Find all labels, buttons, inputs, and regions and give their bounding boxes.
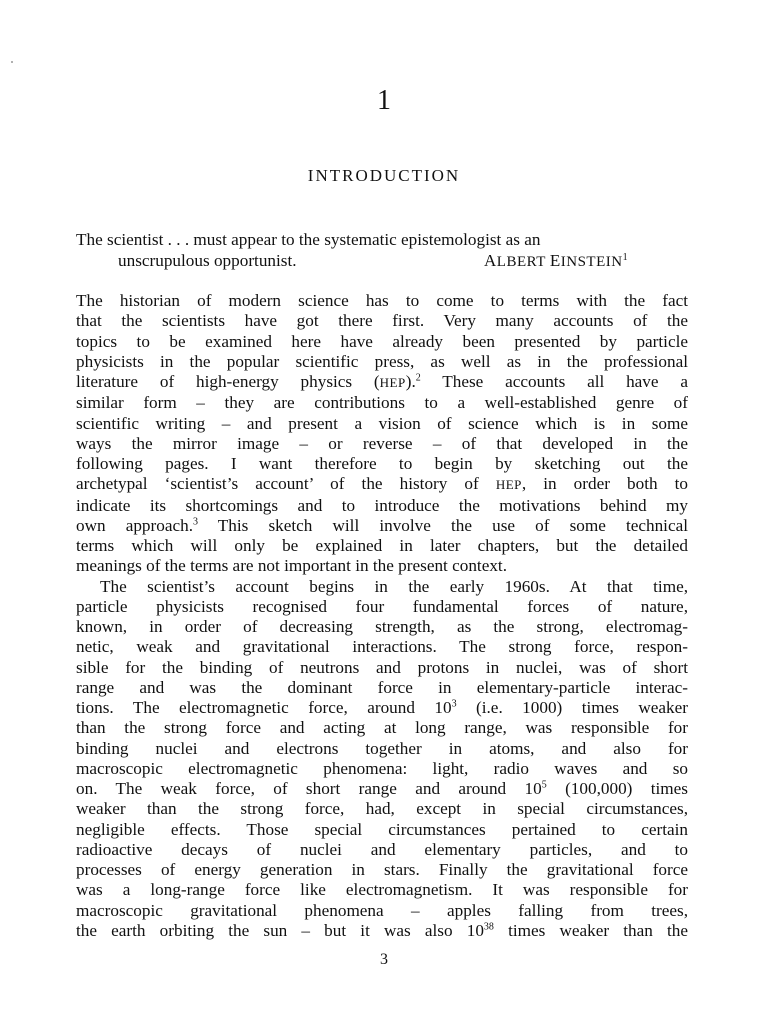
text-line: terms which will only be explained in later chapters, but the detailed bbox=[76, 536, 688, 555]
text-run: the earth orbiting the sun – but it was also 10 bbox=[76, 920, 484, 940]
text-line: macroscopic electromagnetic phenomena: light, radio waves and so bbox=[76, 758, 688, 778]
text-run: (i.e. 1000) times weaker bbox=[456, 698, 688, 717]
epigraph-author bbox=[484, 250, 628, 273]
text-line: processes of energy generation in stars. Finally the gravitational force bbox=[76, 860, 688, 879]
text-line bbox=[76, 698, 688, 718]
exponent: 5 bbox=[541, 779, 547, 791]
text-line bbox=[76, 372, 688, 393]
text-run: on. The weak force, of short range and around 10 bbox=[76, 779, 542, 798]
footnote-ref-1: 1 bbox=[622, 252, 629, 263]
text-run: literature of high-energy physics ( bbox=[76, 372, 380, 391]
abbr-hep: HEP bbox=[495, 477, 522, 493]
text-line: following pages. I want therefore to begin by sketching out the bbox=[76, 454, 688, 473]
text-line: ways the mirror image – or reverse – of that developed in the bbox=[76, 433, 688, 453]
text-run: ). bbox=[405, 372, 416, 391]
text-line: The scientist’s account begins in the early 1960s. At that time, bbox=[100, 576, 688, 596]
author-last-rest: INSTEIN bbox=[560, 254, 623, 270]
text-line: topics to be examined here have already been presented by particle bbox=[76, 331, 688, 351]
author-first-rest: LBERT bbox=[496, 254, 546, 270]
text-line bbox=[76, 921, 688, 941]
footnote-ref-2: 2 bbox=[415, 372, 421, 384]
text-line: sible for the binding of neutrons and protons in nuclei, was of short bbox=[76, 657, 688, 677]
text-line: weaker than the strong force, had, except in special circumstances, bbox=[76, 799, 688, 819]
text-line: The historian of modern science has to come to terms with the fact bbox=[76, 291, 688, 310]
text-run: own approach. bbox=[76, 515, 193, 535]
text-line: was a long-range force like electromagnetism. It was responsible for bbox=[76, 880, 688, 900]
page-number: 3 bbox=[380, 951, 388, 968]
text-line: meanings of the terms are not important in the present context. bbox=[76, 556, 507, 576]
text-line: negligible effects. Those special circumstances pertained to certain bbox=[76, 819, 688, 839]
text-line: physicists in the popular scientific press, as well as in the professional bbox=[76, 351, 688, 371]
text-line: binding nuclei and electrons together in atoms, and also for bbox=[76, 738, 688, 758]
scan-speck bbox=[11, 61, 13, 63]
text-run: times weaker than the bbox=[493, 920, 688, 940]
paragraph-2 bbox=[76, 577, 688, 942]
chapter-number: 1 bbox=[377, 85, 391, 116]
text-line: scientific writing – and present a vision of science which is in some bbox=[76, 413, 688, 433]
text-line: netic, weak and gravitational interactions. The strong force, respon- bbox=[76, 637, 688, 657]
epigraph-line-2 bbox=[76, 250, 688, 271]
exponent: 3 bbox=[451, 698, 457, 710]
text-line: known, in order of decreasing strength, as the strong, electromag- bbox=[76, 617, 688, 636]
text-line: than the strong force and acting at long range, was responsible for bbox=[76, 718, 688, 738]
text-line: indicate its shortcomings and to introduce the motivations behind my bbox=[76, 495, 688, 515]
text-run: This sketch will involve the use of some technical bbox=[198, 515, 688, 535]
paragraph-1 bbox=[76, 291, 688, 577]
text-line: particle physicists recognised four fundamental forces of nature, bbox=[76, 596, 688, 616]
footnote-ref-3: 3 bbox=[193, 516, 198, 528]
text-line bbox=[76, 474, 688, 495]
abbr-hep: HEP bbox=[379, 375, 406, 390]
epigraph-line-1: The scientist . . . must appear to the systematic epistemologist as an bbox=[76, 230, 541, 249]
text-run: These accounts all have a bbox=[420, 372, 688, 391]
text-run: tions. The electromagnetic force, around 10 bbox=[76, 698, 452, 717]
text-line: that the scientists have got there first. Very many accounts of the bbox=[76, 311, 688, 331]
epigraph bbox=[76, 229, 688, 271]
text-line: similar form – they are contributions to a well-established genre of bbox=[76, 393, 688, 413]
text-run: , in order both to bbox=[521, 474, 688, 494]
chapter-title: INTRODUCTION bbox=[307, 166, 461, 185]
epigraph-quote-end: unscrupulous opportunist. bbox=[118, 251, 297, 270]
text-run: (100,000) times bbox=[546, 779, 688, 798]
text-line: range and was the dominant force in elementary-particle interac- bbox=[76, 677, 688, 697]
exponent: 38 bbox=[483, 921, 494, 933]
text-line bbox=[76, 516, 688, 536]
body-text bbox=[76, 291, 688, 941]
author-first-initial: A bbox=[484, 251, 497, 270]
text-line: radioactive decays of nuclei and elementary particles, and to bbox=[76, 839, 688, 859]
text-line: macroscopic gravitational phenomena – apples falling from trees, bbox=[76, 900, 688, 920]
author-last-initial: E bbox=[549, 251, 561, 270]
text-run: archetypal ‘scientist’s account’ of the history of bbox=[76, 474, 496, 494]
text-line bbox=[76, 779, 688, 799]
